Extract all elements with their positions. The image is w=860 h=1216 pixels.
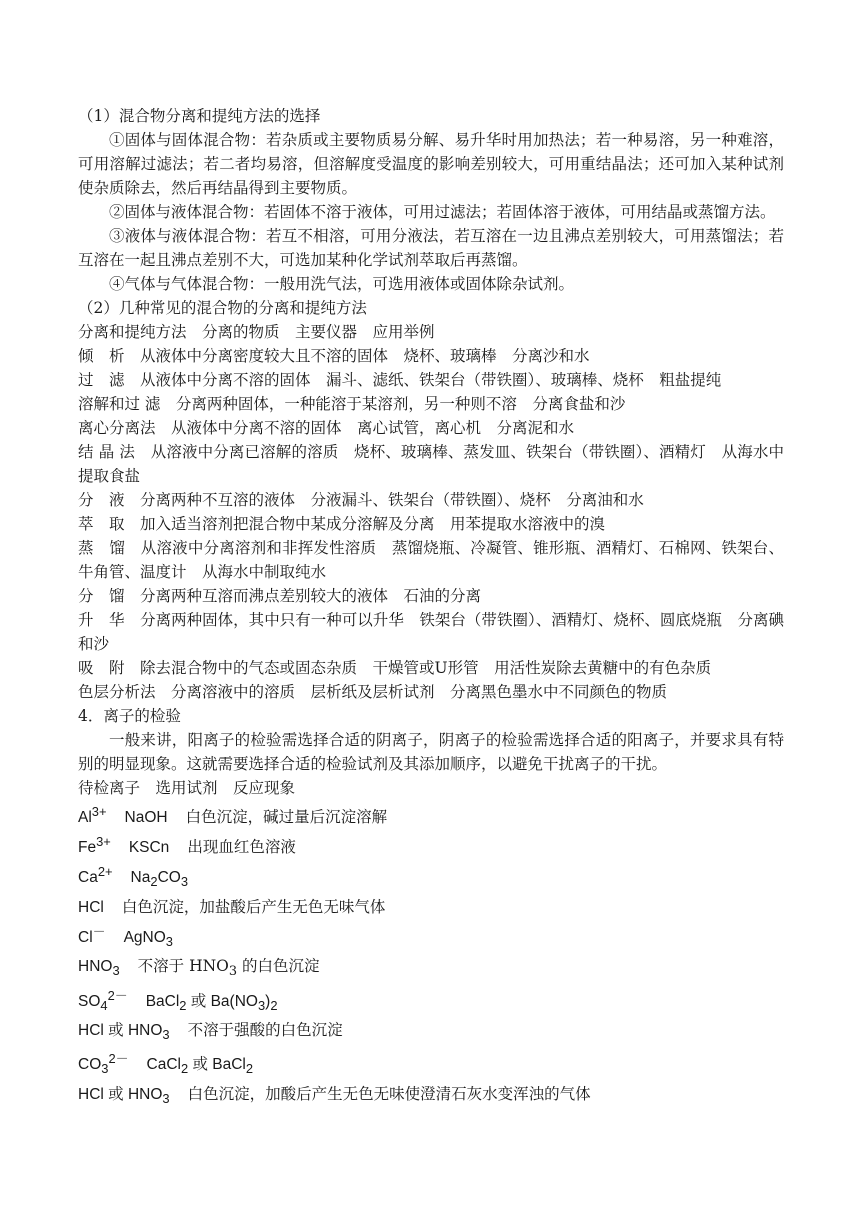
- section1-item-2: ②固体与液体混合物：若固体不溶于液体，可用过滤法；若固体溶于液体，可用结晶或蒸馏方法。: [109, 203, 776, 221]
- separation-row: 分 液 分离两种不互溶的液体 分液漏斗、铁架台（带铁圈）、烧杯 分离油和水: [78, 491, 644, 509]
- ion-name: Fe: [78, 839, 97, 857]
- separation-row: 过 滤 从液体中分离不溶的固体 漏斗、滤纸、铁架台（带铁圈）、玻璃棒、烧杯 粗盐提纯: [78, 371, 722, 389]
- section3-intro: 一般来讲，阳离子的检验需选择合适的阴离子，阴离子的检验需选择合适的阳离子，并要求具有特别的明显现象。这就需要选择合适的检验试剂及其添加顺序，以避免干扰离子的干扰。: [78, 731, 784, 773]
- phenomenon: 不溶于 $HNO_3$ 的白色沉淀: [137, 956, 320, 979]
- reagent: HCl: [78, 898, 104, 916]
- separation-row: 溶解和过 滤 分离两种固体，一种能溶于某溶剂，另一种则不溶 分离食盐和沙: [78, 395, 626, 413]
- ion-test-line: $Al^{3+}$ NaOH 白色沉淀，碱过量后沉淀溶解: [78, 804, 388, 827]
- phenomenon: 白色沉淀，加盐酸后产生无色无味气体: [121, 897, 386, 916]
- reagent: $Na_2CO_3$: [130, 869, 188, 890]
- ion-test-line: [78, 1018, 784, 1047]
- phenomenon: 白色沉淀，碱过量后沉淀溶解: [185, 808, 388, 827]
- ion-test-line: [78, 1047, 784, 1081]
- ion-test-line: [78, 954, 784, 984]
- section3-heading: 4．离子的检验: [78, 707, 181, 725]
- section1-item-1: ①固体与固体混合物：若杂质或主要物质易分解、易升华时用加热法；若一种易溶，另一种难溶，可用溶解过滤法；若二者均易溶，但溶解度受温度的影响差别较大，可用重结晶法；还可加入某种试剂使杂质除去，然后再结晶得到主要物质。: [78, 131, 784, 197]
- separation-row: 萃 取 加入适当溶剂把混合物中某成分溶解及分离 用苯提取水溶液中的溴: [78, 515, 606, 533]
- ion-table-header: 待检离子 选用试剂 反应现象: [78, 779, 296, 797]
- ion-test-line: $Fe^{3+}$ KSCn 出现血红色溶液: [78, 834, 296, 857]
- ion-name: $CO_3^{2-}$: [78, 1051, 129, 1077]
- phenomenon: 白色沉淀，加酸后产生无色无味使澄清石灰水变浑浊的气体: [187, 1084, 591, 1103]
- separation-row: 升 华 分离两种固体，其中只有一种可以升华 铁架台（带铁圈）、酒精灯、烧杯、圆底烧瓶 分离碘和沙: [78, 611, 784, 653]
- reagent: HCl 或 $HNO_3$: [78, 1085, 170, 1106]
- ion-name: Cl: [78, 928, 93, 946]
- ion-test-line: [78, 895, 784, 920]
- reagent: CaCl$_2$ 或 BaCl$_2$: [146, 1056, 254, 1077]
- section1-item-4: ④气体与气体混合物：一般用洗气法，可选用液体或固体除杂试剂。: [109, 275, 575, 293]
- separation-row: 离心分离法 从液体中分离不溶的固体 离心试管，离心机 分离泥和水: [78, 419, 575, 437]
- reagent: BaCl$_2$ 或 $Ba(NO_3)_2$: [145, 993, 278, 1014]
- ion-test-line: Cl－ AgNO$_3$: [78, 923, 173, 949]
- separation-row: 分 馏 分离两种互溶而沸点差别较大的液体 石油的分离: [78, 587, 482, 605]
- phenomenon: 不溶于强酸的白色沉淀: [187, 1021, 343, 1040]
- section2-heading: （2）几种常见的混合物的分离和提纯方法: [78, 299, 367, 317]
- reagent: KSCn: [128, 839, 170, 857]
- separation-row: 倾 析 从液体中分离密度较大且不溶的固体 烧杯、玻璃棒 分离沙和水: [78, 347, 590, 365]
- section1-item-3: ③液体与液体混合物：若互不相溶，可用分液法，若互溶在一边且沸点差别较大，可用蒸馏法；若互溶在一起且沸点差别不大，可选加某种化学试剂萃取后再蒸馏。: [78, 227, 784, 269]
- reagent: AgNO$_3$: [123, 928, 173, 949]
- ion-name: Ca: [78, 869, 98, 887]
- separation-row: 吸 附 除去混合物中的气态或固态杂质 干燥管或U形管 用活性炭除去黄糖中的有色杂质: [78, 659, 712, 677]
- ion-name: Al: [78, 809, 92, 827]
- ion-test-line: [78, 1082, 784, 1111]
- separation-row: 蒸 馏 从溶液中分离溶剂和非挥发性溶质 蒸馏烧瓶、冷凝管、锥形瓶、酒精灯、石棉网、铁架台、牛角管、温度计 从海水中制取纯水: [78, 539, 784, 581]
- reagent: $HNO_3$: [78, 957, 120, 978]
- phenomenon: 出现血红色溶液: [187, 838, 296, 857]
- separation-row: 色层分析法 分离溶液中的溶质 层析纸及层析试剂 分离黑色墨水中不同颜色的物质: [78, 683, 668, 701]
- reagent: NaOH: [124, 809, 168, 827]
- section1-heading: （1）混合物分离和提纯方法的选择: [78, 107, 321, 125]
- ion-test-line: $Ca^{2+}$ $Na_2CO_3$: [78, 864, 188, 890]
- ion-name: $SO_4^{2-}$: [78, 987, 128, 1014]
- separation-row: 结 晶 法 从溶液中分离已溶解的溶质 烧杯、玻璃棒、蒸发皿、铁架台（带铁圈）、酒精灯 从海水中提取食盐: [78, 443, 784, 485]
- document-body: [78, 104, 784, 1111]
- separation-table-header: 分离和提纯方法 分离的物质 主要仪器 应用举例: [78, 323, 435, 341]
- ion-test-line: [78, 984, 784, 1018]
- reagent: HCl 或 $HNO_3$: [78, 1022, 170, 1043]
